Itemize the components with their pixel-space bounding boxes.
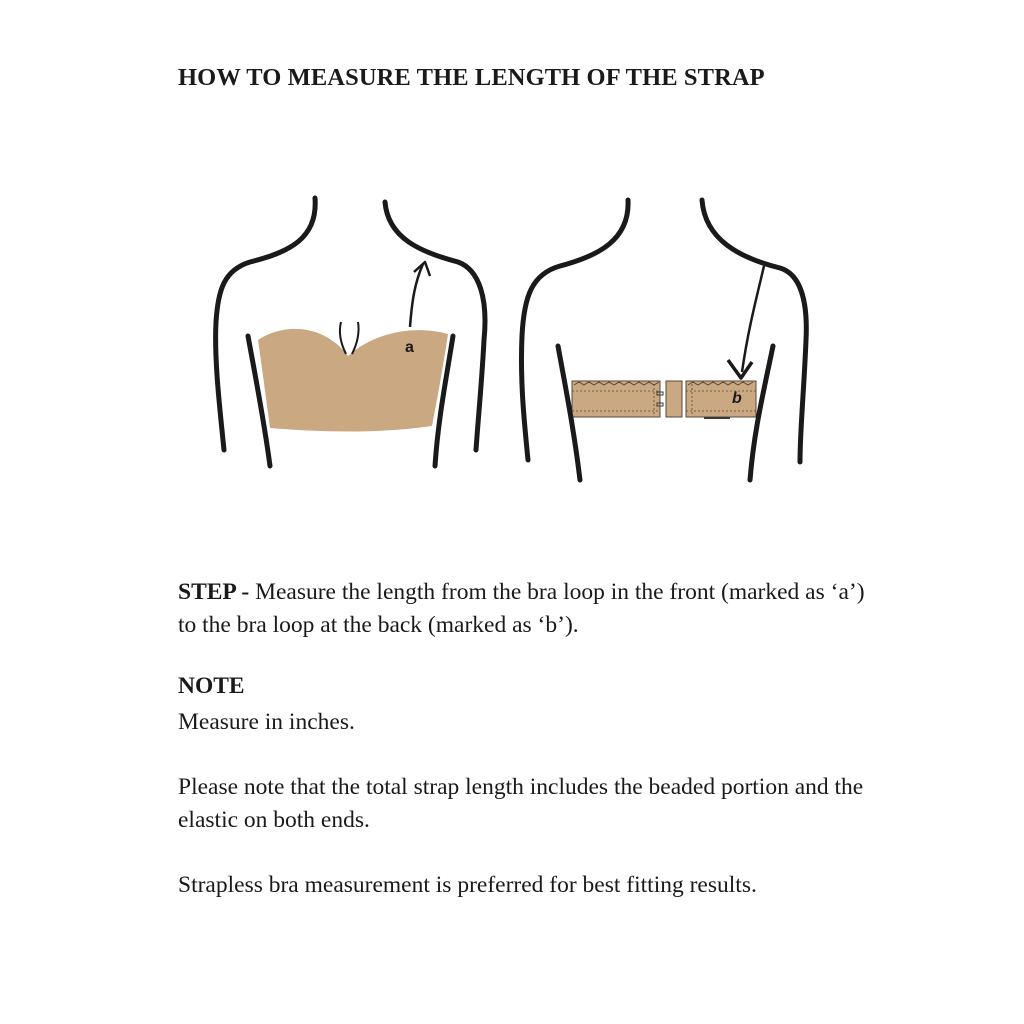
label-b: b bbox=[732, 390, 742, 407]
front-bra-fabric bbox=[258, 329, 448, 432]
back-view-figure bbox=[521, 200, 806, 480]
label-a: a bbox=[405, 339, 414, 356]
step-label: STEP - bbox=[178, 579, 250, 605]
step-text: Measure the length from the bra loop in the front (marked as ‘a’) to the bra loop at the back (marked as ‘b’). bbox=[178, 579, 865, 638]
back-bra-band bbox=[572, 381, 756, 418]
page-title: HOW TO MEASURE THE LENGTH OF THE STRAP bbox=[178, 64, 765, 91]
note-heading: NOTE bbox=[178, 673, 245, 699]
step-paragraph bbox=[178, 576, 868, 642]
note-item: Strapless bra measurement is preferred for best fitting results. bbox=[178, 872, 757, 898]
front-view-figure bbox=[216, 198, 485, 466]
note-item: Please note that the total strap length includes the beaded portion and the elastic on both ends. bbox=[178, 774, 864, 833]
note-item: Measure in inches. bbox=[178, 709, 355, 735]
